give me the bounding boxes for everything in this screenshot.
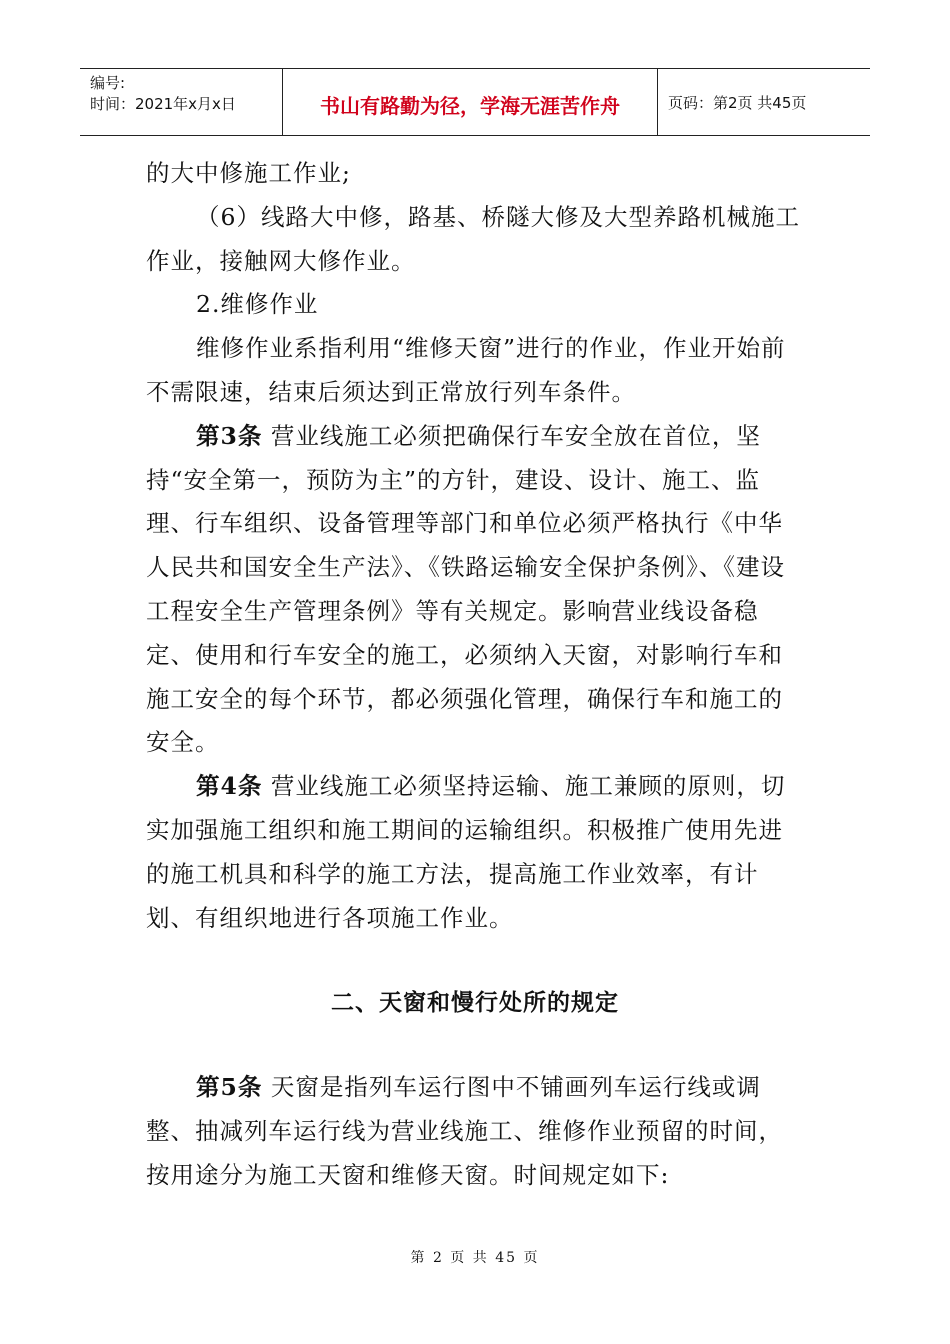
document-header — [80, 68, 870, 136]
document-body — [146, 152, 806, 940]
article-5-text: 天窗是指列车运行图中不铺画列车运行线或调整、抽减列车运行线为营业线施工、维修作业预留的时间，按用途分为施工天窗和维修天窗。时间规定如下: — [146, 1073, 783, 1189]
number-label: 编号: — [90, 74, 126, 92]
paragraph-3: 2.维修作业 — [196, 290, 319, 319]
header-page-info: 页码：第2页 共45页 — [668, 93, 807, 112]
paragraph-4: 维修作业系指利用“维修天窗”进行的作业，作业开始前不需限速，结束后须达到正常放行列车条件。 — [146, 334, 786, 406]
section-heading: 二、天窗和慢行处所的规定 — [331, 990, 619, 1016]
article-3 — [146, 415, 806, 765]
article-3-text: 营业线施工必须把确保行车安全放在首位，坚持“安全第一，预防为主”的方针，建设、设计、施工、监理、行车组织、设备管理等部门和单位必须严格执行《中华人民共和国安全生产法》、《铁路运输安全保护条例》、《建设工程安全生产管理条例》等有关规定。影响营业线设备稳定、使用和行车安全的施工，必须纳入天窗，对影响行车和施工安全的每个环节，都必须强化管理，确保行车和施工的安全。 — [146, 421, 785, 757]
article-5-label: 第5条 — [196, 1073, 263, 1101]
time-label: 时间：2021年x月x日 — [90, 95, 236, 113]
paragraph-1: 的大中修施工作业; — [146, 159, 351, 187]
document-body-2 — [146, 1066, 806, 1197]
article-4-text: 营业线施工必须坚持运输、施工兼顾的原则，切实加强施工组织和施工期间的运输组织。积极推广使用先进的施工机具和科学的施工方法，提高施工作业效率，有计划、有组织地进行各项施工作业。 — [146, 772, 786, 932]
article-5 — [146, 1066, 806, 1197]
paragraph-2: （6）线路大中修，路基、桥隧大修及大型养路机械施工作业，接触网大修作业。 — [146, 202, 800, 275]
article-3-label: 第3条 — [196, 421, 263, 450]
page-footer: 第 2 页 共 45 页 — [410, 1250, 540, 1266]
header-motto: 书山有路勤为径，学海无涯苦作舟 — [283, 69, 658, 135]
article-4-label: 第4条 — [196, 772, 263, 801]
article-4 — [146, 765, 806, 940]
header-meta-cell — [80, 69, 283, 135]
